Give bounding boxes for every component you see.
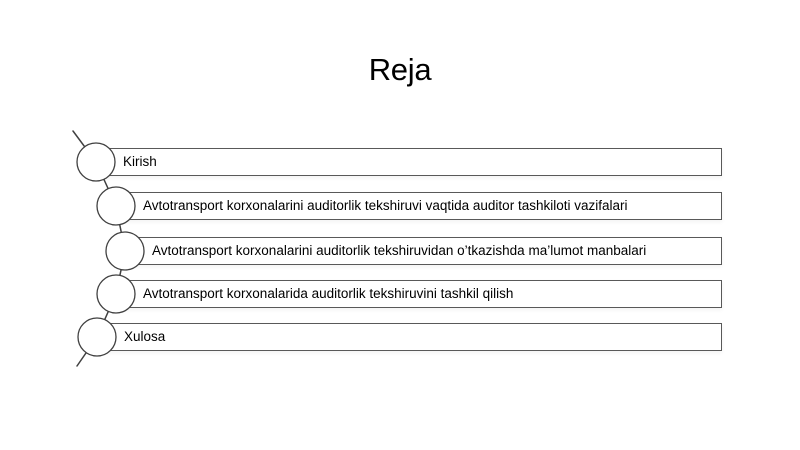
list-item-bar <box>117 192 722 220</box>
list-item-label: Kirish <box>123 154 157 170</box>
list-item-label: Avtotransport korxonalarini auditorlik tekshiruvi vaqtida auditor tashkiloti vazifalari <box>143 198 628 214</box>
list-item-label: Avtotransport korxonalarida auditorlik tekshiruvini tashkil qilish <box>143 286 514 302</box>
list-item-bar <box>98 323 722 351</box>
list-item-label: Avtotransport korxonalarini auditorlik tekshiruvidan o’tkazishda ma’lumot manbalari <box>152 243 647 259</box>
list-item-bar <box>97 148 722 176</box>
slide-title: Reja <box>368 52 432 87</box>
list-item-label: Xulosa <box>124 329 166 345</box>
list-item-bar <box>117 280 722 308</box>
list-item-bar <box>126 237 722 265</box>
